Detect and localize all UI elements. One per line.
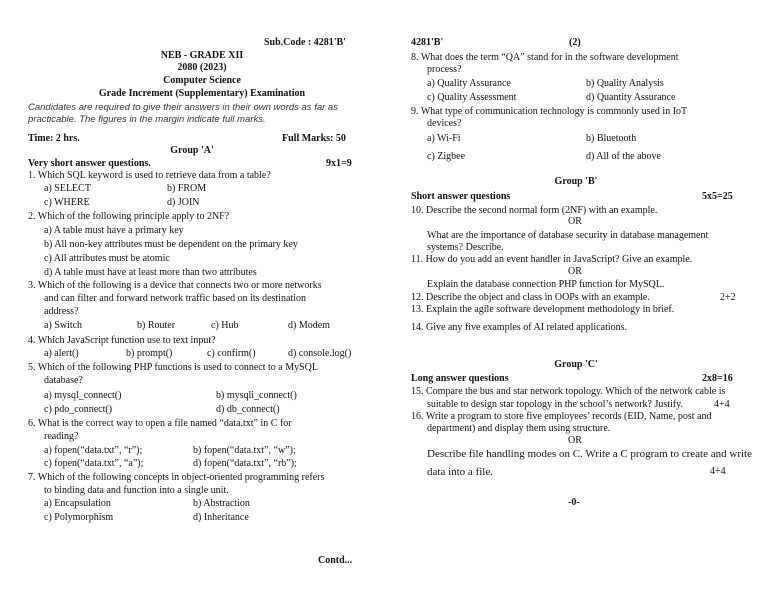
q9-option-b: b) Bluetooth <box>586 133 637 144</box>
q3-option-c: c) Hub <box>211 320 239 331</box>
section-a-title: Very short answer questions. <box>28 158 151 169</box>
q8-option-a: a) Quality Assurance <box>427 78 511 89</box>
q2-stem: 2. Which of the following principle apply to 2NF? <box>28 211 230 222</box>
subject-code: Sub.Code : 4281'B' <box>264 37 346 48</box>
group-b-heading: Group 'B' <box>554 176 598 187</box>
q3-option-d: d) Modem <box>288 320 330 331</box>
q3-stem-line-3: address? <box>44 306 79 317</box>
q5-stem-line-1: 5. Which of the following PHP functions is used to connect to a MySQL <box>28 362 318 373</box>
q16-line-1: 16. Write a program to store five employees’ records (EID, Name, post and <box>411 411 712 422</box>
q5-stem-line-2: database? <box>44 375 83 386</box>
q12-text: 12. Describe the object and class in OOPs with an example. <box>411 292 650 303</box>
q2-option-a: a) A table must have a primary key <box>44 225 184 236</box>
q2-option-b: b) All non-key attributes must be dependent on the primary key <box>44 239 298 250</box>
q8-option-d: d) Quantity Assurance <box>586 92 676 103</box>
section-b-title: Short answer questions <box>411 191 511 202</box>
full-marks-label: Full Marks: 50 <box>282 133 346 144</box>
q9-option-a: a) Wi-Fi <box>427 133 461 144</box>
q3-stem-line-2: and can filter and forward network traffic based on its destination <box>44 293 306 304</box>
q3-option-a: a) Switch <box>44 320 83 331</box>
q16-or: OR <box>568 435 582 446</box>
instructions-line-2: practicable. The figures in the margin indicate full marks. <box>28 114 266 125</box>
section-c-title: Long answer questions <box>411 373 509 384</box>
q8-option-c: c) Quality Assessment <box>427 92 517 103</box>
q16-alternative-line-1: Describe file handling modes on C. Write a C program to create and write <box>427 448 752 460</box>
q1-option-c: c) WHERE <box>44 197 90 208</box>
q16-marks: 4+4 <box>710 466 726 477</box>
q15-marks: 4+4 <box>714 399 730 410</box>
q4-option-a: a) alert() <box>44 348 79 359</box>
end-marker: -0- <box>568 497 580 508</box>
q15-line-2: suitable to design star topology in the school’s network? Justify. <box>427 399 683 410</box>
q5-option-c: c) pdo_connect() <box>44 404 113 415</box>
q7-option-b: b) Abstraction <box>193 498 250 509</box>
q4-option-d: d) console.log() <box>288 348 352 359</box>
q6-stem-line-1: 6. What is the correct way to open a file named “data.txt” in C for <box>28 418 292 429</box>
q6-option-b: b) fopen(“data.txt”, “w”); <box>193 445 296 456</box>
q16-alternative-line-2: data into a file. <box>427 466 493 478</box>
q1-option-a: a) SELECT <box>44 183 91 194</box>
section-a-marks: 9x1=9 <box>326 158 352 169</box>
q6-stem-line-2: reading? <box>44 431 79 442</box>
q7-option-c: c) Polymorphism <box>44 512 114 523</box>
group-a-heading: Group 'A' <box>170 145 214 156</box>
q12-marks: 2+2 <box>720 292 736 303</box>
exam-title: Grade Increment (Supplementary) Examination <box>98 88 306 99</box>
q6-option-a: a) fopen(“data.txt”, “r”); <box>44 445 143 456</box>
q2-option-d: d) A table must have at least more than two attributes <box>44 267 257 278</box>
subject-title: Computer Science <box>163 75 241 86</box>
group-c-heading: Group 'C' <box>554 359 598 370</box>
q13-text: 13. Explain the agile software development methodology in brief. <box>411 304 675 315</box>
section-b-marks: 5x5=25 <box>702 191 733 202</box>
exam-board-title: NEB - GRADE XII <box>160 50 244 61</box>
instructions-line-1: Candidates are required to give their answers in their own words as far as <box>28 102 338 113</box>
q7-option-d: d) Inheritance <box>193 512 249 523</box>
q4-stem: 4. Which JavaScript function use to text input? <box>28 335 216 346</box>
q8-stem-line-2: process? <box>427 64 462 75</box>
q1-option-b: b) FROM <box>167 183 207 194</box>
q11-alternative: Explain the database connection PHP function for MySQL. <box>427 279 665 290</box>
continued-label: Contd... <box>318 555 353 566</box>
q6-option-d: d) fopen(“data.txt”, “rb”); <box>193 458 297 469</box>
q7-stem-line-2: to binding data and function into a single unit. <box>44 485 229 496</box>
q11-or: OR <box>568 266 582 277</box>
exam-year: 2080 (2023) <box>177 62 227 73</box>
time-label: Time: 2 hrs. <box>28 133 80 144</box>
q7-option-a: a) Encapsulation <box>44 498 111 509</box>
q9-stem-line-1: 9. What type of communication technology is commonly used in IoT <box>411 106 688 117</box>
q8-stem-line-1: 8. What does the term “QA” stand for in the software development <box>411 52 679 63</box>
q5-option-a: a) mysql_connect() <box>44 390 122 401</box>
q1-option-d: d) JOIN <box>167 197 200 208</box>
q3-option-b: b) Router <box>137 320 176 331</box>
q5-option-b: b) mysqli_connect() <box>216 390 297 401</box>
q11-text: 11. How do you add an event handler in JavaScript? Give an example. <box>411 254 693 265</box>
section-c-marks: 2x8=16 <box>702 373 733 384</box>
q9-option-d: d) All of the above <box>586 151 661 162</box>
q8-option-b: b) Quality Analysis <box>586 78 664 89</box>
q4-option-b: b) prompt() <box>126 348 173 359</box>
q10-alternative-line-2: systems? Describe. <box>427 242 504 253</box>
q10-or: OR <box>568 216 582 227</box>
q15-line-1: 15. Compare the bus and star network topology. Which of the network cable is <box>411 386 726 397</box>
page-number: (2) <box>569 37 581 48</box>
q2-option-c: c) All attributes must be atomic <box>44 253 170 264</box>
q7-stem-line-1: 7. Which of the following concepts in object-oriented programming refers <box>28 472 325 483</box>
q9-option-c: c) Zigbee <box>427 151 466 162</box>
q16-line-2: department) and display them using structure. <box>427 423 611 434</box>
q9-stem-line-2: devices? <box>427 118 462 129</box>
q6-option-c: c) fopen(“data.txt”, “a”); <box>44 458 144 469</box>
q1-stem: 1. Which SQL keyword is used to retrieve data from a table? <box>28 170 271 181</box>
q14-text: 14. Give any five examples of AI related applications. <box>411 322 628 333</box>
q10-alternative-line-1: What are the importance of database security in database management <box>427 230 709 241</box>
q10-text: 10. Describe the second normal form (2NF) with an example. <box>411 205 658 216</box>
q3-stem-line-1: 3. Which of the following is a device that connects two or more networks <box>28 280 322 291</box>
q5-option-d: d) db_connect() <box>216 404 280 415</box>
page-code: 4281'B' <box>411 37 444 48</box>
q4-option-c: c) confirm() <box>207 348 256 359</box>
